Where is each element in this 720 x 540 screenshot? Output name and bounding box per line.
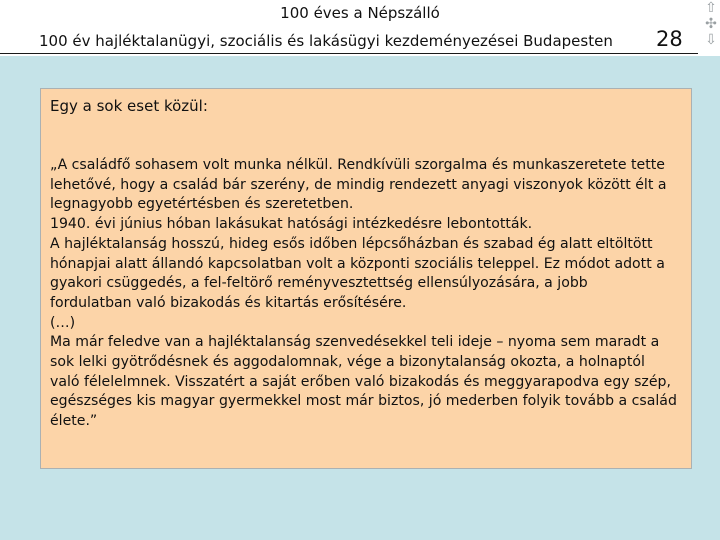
quote-line: való félelelmnek. Visszatért a saját erőben való bizakodás és meggyarapodva egy szép, <box>50 373 671 390</box>
quote-line: 1940. évi június hóban lakásukat hatósági intézkedésre lebontották. <box>50 216 533 233</box>
quote-line: élete.” <box>50 413 98 430</box>
slide-subtitle: 100 év hajléktalanügyi, szociális és lakásügyi kezdeményezései Budapesten <box>39 32 613 50</box>
quote-line: gyakori csüggedés, a fel-feltörő reményvesztettség ellensúlyozására, a jobb <box>50 275 588 292</box>
quote-line: fordulatban való bizakodás és kitartás erősítésére. <box>50 294 407 311</box>
quote-text <box>50 156 690 432</box>
quote-line: Ma már feledve van a hajléktalanság szenvedésekkel teli ideje – nyoma sem maradt a <box>50 334 660 351</box>
up-arrow-icon[interactable]: ⇧ <box>705 0 717 16</box>
quote-line: (…) <box>50 314 76 331</box>
box-heading: Egy a sok eset közül: <box>50 97 208 115</box>
navigation-controls <box>702 0 720 70</box>
quote-line: legnagyobb egyetértésben és szeretetben. <box>50 196 354 213</box>
quote-line: A hajléktalanság hosszú, hideg esős időben lépcsőházban és szabad ég alatt eltöltött <box>50 235 653 252</box>
page-number: 28 <box>656 27 683 51</box>
slide-title: 100 éves a Népszálló <box>280 4 440 22</box>
slide-header <box>0 0 720 56</box>
quote-line: „A családfő sohasem volt munka nélkül. Rendkívüli szorgalma és munkaszeretete tette <box>50 157 665 173</box>
plus-icon[interactable]: ✣ <box>705 16 717 32</box>
quote-line: lehetővé, hogy a család bár szerény, de mindig rendezett anyagi viszonyok között élt a <box>50 176 667 193</box>
quote-line: hónapjai alatt állandó kapcsolatban volt a központi szociális teleppel. Ez módot adott a <box>50 255 665 272</box>
quote-line: egészséges kis magyar gyermekkel most már biztos, jó mederben folyik tovább a család <box>50 393 677 410</box>
quote-line: sok lelki gyötrődésnek és aggodalomnak, vége a bizonytalanság okozta, a holnaptól <box>50 354 645 371</box>
down-arrow-icon[interactable]: ⇩ <box>705 32 717 48</box>
quote-box <box>40 88 692 469</box>
header-divider <box>0 53 698 54</box>
